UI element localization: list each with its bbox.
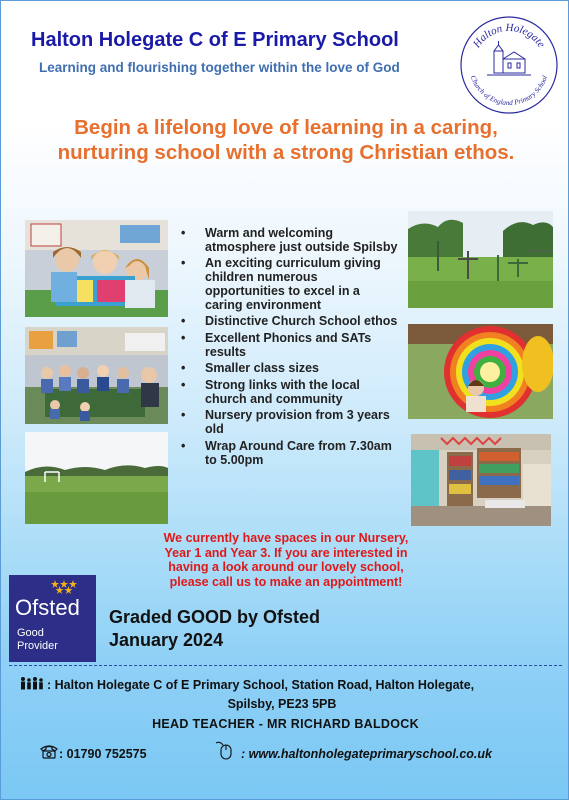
ofsted-rating-line-1: Good	[17, 627, 44, 639]
school-logo	[459, 15, 559, 115]
ofsted-rating-line-2: Provider	[17, 640, 58, 652]
photo-school-library	[411, 434, 551, 526]
phone-number[interactable]: : 01790 752575	[59, 747, 147, 761]
head-teacher: HEAD TEACHER - MR RICHARD BALDOCK	[152, 717, 419, 731]
ofsted-badge	[9, 575, 96, 662]
ofsted-grade-line-1: Graded GOOD by Ofsted	[109, 607, 321, 627]
photo-play-tunnel	[408, 324, 553, 419]
school-address	[47, 676, 567, 714]
list-item: • Warm and welcoming atmosphere just outside Spilsby	[179, 227, 399, 254]
star-icon	[51, 579, 91, 595]
logo-bottom-text: Church of England Primary School	[468, 74, 550, 108]
spaces-line-3: having a look around our lovely school,	[168, 560, 404, 574]
list-item: • Nursery provision from 3 years old	[179, 409, 399, 436]
address-line-2: Spilsby, PE23 5PB	[227, 697, 337, 711]
address-line-1: : Halton Holegate C of E Primary School, Station Road, Halton Holegate,	[47, 678, 475, 692]
people-icon	[19, 676, 45, 692]
list-item: • Wrap Around Care from 7.30am to 5.00pm	[179, 440, 399, 467]
spaces-notice	[101, 531, 471, 589]
photo-playing-field	[25, 432, 168, 524]
school-tagline: Learning and flourishing together within the love of God	[39, 60, 400, 75]
feature-list	[179, 227, 399, 470]
ofsted-grade-line-2: January 2024	[109, 630, 224, 650]
website-link[interactable]: : www.haltonholegateprimaryschool.co.uk	[241, 747, 492, 761]
ofsted-logo-text: Ofsted	[15, 595, 80, 620]
photo-classroom-circle	[25, 327, 168, 424]
spaces-line-1: We currently have spaces in our Nursery,	[163, 531, 409, 545]
list-item: • Distinctive Church School ethos	[179, 315, 399, 329]
list-item: • Strong links with the local church and community	[179, 379, 399, 406]
logo-top-text: Halton Holegate	[470, 21, 548, 51]
headline-line-1: Begin a lifelong love of learning in a caring,	[74, 116, 498, 139]
spaces-line-4: please call us to make an appointment!	[169, 574, 403, 589]
list-item: • An exciting curriculum giving children numerous opportunities to excel in a caring environment	[179, 257, 399, 312]
headline	[21, 115, 551, 165]
telephone-icon	[39, 743, 59, 759]
list-item: • Smaller class sizes	[179, 362, 399, 376]
ofsted-grade	[109, 606, 320, 652]
ofsted-rating	[17, 627, 58, 653]
headline-line-2: nurturing school with a strong Christian ethos.	[57, 141, 515, 164]
photo-outdoor-gym	[408, 211, 553, 308]
school-title: Halton Holegate C of E Primary School	[31, 29, 399, 51]
list-item: • Excellent Phonics and SATs results	[179, 332, 399, 359]
spaces-line-2: Year 1 and Year 3. If you are interested in	[164, 545, 408, 560]
photo-children-reading	[25, 220, 168, 317]
mouse-icon	[214, 741, 238, 761]
footer-divider	[9, 665, 562, 666]
